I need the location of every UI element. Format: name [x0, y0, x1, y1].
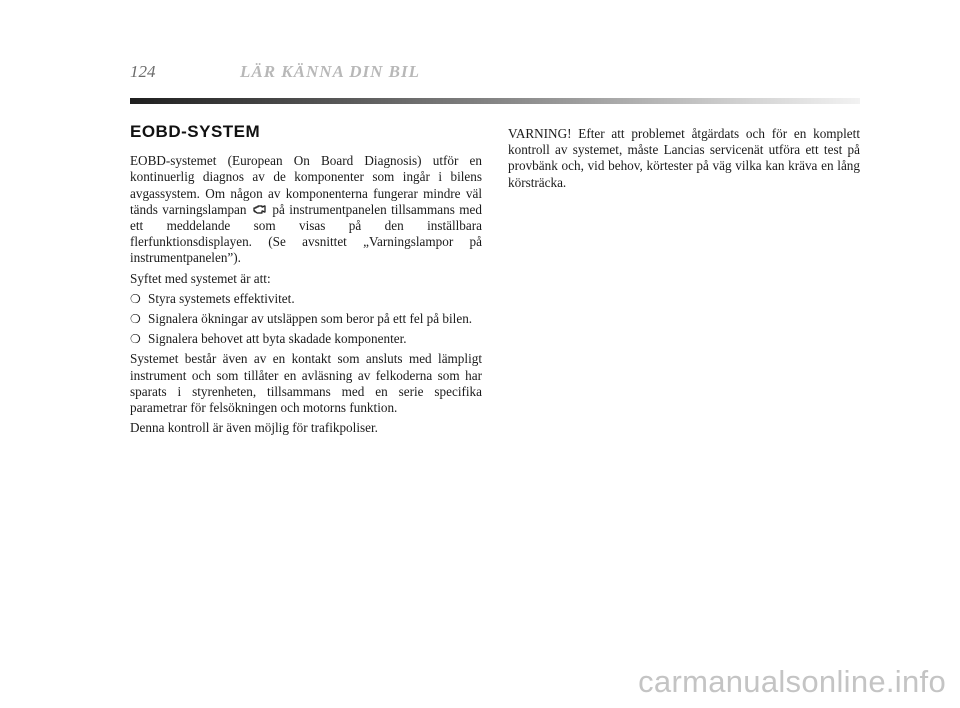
bullet-circle-icon: ❍: [130, 291, 141, 306]
running-header: LÄR KÄNNA DIN BIL: [240, 62, 420, 81]
watermark: carmanualsonline.info: [638, 664, 946, 699]
engine-warning-icon: [253, 204, 266, 215]
list-item-text: Signalera ökningar av utsläppen som beror på ett fel på bilen.: [148, 311, 473, 327]
left-column: [130, 124, 482, 440]
warning-paragraph: VARNING! Efter att problemet åtgärdats och för en komplett kontroll av systemet, måste Lancias servicenät utföra ett test på provbänk och, vid behov, körtester på väg vilka kan kräva en lång körsträcka.: [508, 126, 860, 190]
list-item-text: Styra systemets effektivitet.: [148, 290, 295, 306]
list-item: [130, 331, 482, 347]
police-paragraph: Denna kontroll är även möjlig för trafikpoliser.: [130, 420, 378, 436]
intro-paragraph: [130, 153, 482, 266]
intro-text-start: EOBD-systemet (European On Board Diagnosis) utför en kontinuerlig diagnos av de komponenter som ingår i bilens avgassystem. Om någon av komponenterna fungerar mindre väl tänds varningslampan: [130, 153, 482, 217]
page-number: 124: [130, 62, 156, 81]
bullet-circle-icon: ❍: [130, 312, 141, 327]
section-title: EOBD-SYSTEM: [130, 122, 261, 141]
purpose-lead: Syftet med systemet är att:: [130, 270, 271, 286]
connector-paragraph: Systemet består även av en kontakt som ansluts med lämpligt instrument och som tillåter en avläsning av felkoderna som har sparats i styrenheten, tillsammans med en serie specifika parametrar för felsökningen och motorns funktion.: [130, 351, 482, 416]
purpose-list: [130, 291, 482, 348]
header-rule: [130, 98, 860, 104]
intro-text-end: på instrumentpanelen tillsammans med ett meddelande som visas på den inställbara flerfunktionsdisplayen. (Se avsnittet „Varningslampor på instrumentpanelen”).: [130, 201, 482, 266]
list-item: [130, 291, 482, 307]
list-item-text: Signalera behovet att byta skadade komponenter.: [148, 331, 407, 347]
bullet-circle-icon: ❍: [130, 332, 141, 347]
list-item: [130, 311, 482, 327]
right-column: [508, 126, 860, 195]
